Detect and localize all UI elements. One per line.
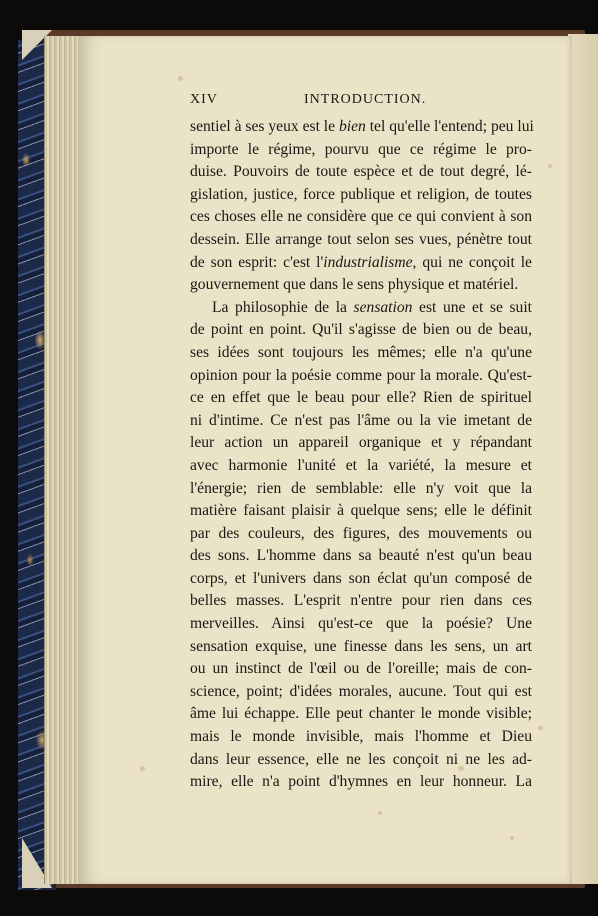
text-line [190,613,532,636]
text-run: dans leur essence, elle ne les conçoit ni ne les ad- [190,750,532,768]
text-line [190,432,532,455]
text-run: de point en point. Qu'il s'agisse de bien ou de beau, [190,321,532,339]
foxing-spot [378,811,382,815]
text-run: matière faisant plaisir à quelque sens; elle le définit [190,502,532,520]
text-run: gislation, justice, force publique et religion, de toutes [190,185,532,203]
text-run: âme lui échappe. Elle peut chanter le monde visible; [190,705,532,723]
foxing-spot [178,76,183,81]
text-run: l'énergie; rien de semblable: elle n'y voit que la [190,479,532,497]
text-run: mais le monde invisible, mais l'homme et Dieu [190,728,532,746]
text-line [190,229,532,252]
text-run: avec harmonie l'unité et la variété, la mesure et [190,456,532,474]
text-run: ses idées sont toujours les mêmes; elle n'a qu'une [190,343,532,361]
text-run: par des couleurs, des figures, des mouvements ou [190,524,532,542]
text-run: gouvernement que dans le sens physique et matériel. [190,276,519,294]
text-line [190,342,532,365]
running-header [190,92,530,112]
text-line [190,523,532,546]
text-line [190,274,532,297]
text-run: de son esprit: c'est l' [190,253,324,271]
text-line [190,365,532,388]
text-line [190,161,532,184]
text-run: opinion pour la poésie comme pour la morale. Qu'est- [190,366,532,384]
text-run: des sons. L'homme dans sa beauté n'est qu'un beau [190,547,532,565]
text-line [190,681,532,704]
text-line [190,319,532,342]
text-line [190,545,532,568]
text-line [190,749,532,772]
text-run: science, point; d'idées morales, aucune. Tout qui est [190,682,532,700]
foxing-spot [548,164,552,168]
italic-term: sensation [353,298,413,316]
text-line [190,206,532,229]
foxing-spot [140,766,145,771]
running-title: INTRODUCTION. [304,92,427,107]
text-run: merveilles. Ainsi qu'est-ce que la poésie? Une [190,615,532,633]
text-line [190,568,532,591]
text-line [190,771,532,794]
text-run: tel qu'elle l'entend; peu lui [365,118,534,135]
text-line [190,455,532,478]
text-run: ou un instinct de l'œil ou de l'oreille; mais de con- [190,660,532,678]
text-line [190,184,532,207]
text-line [190,387,532,410]
foxing-spot [538,726,543,730]
text-run: leur action un appareil organique et y répandant [190,434,532,452]
text-line [190,478,532,501]
italic-term: industrialisme [323,253,413,271]
text-line [190,410,532,433]
text-run: ces choses elle ne considère que ce qui convient à son [190,208,532,226]
text-line [190,726,532,749]
text-line [190,139,532,162]
text-line [190,297,532,320]
text-run: ce en effet que le beau pour elle? Rien de spirituel [190,389,532,407]
italic-term: bien [338,118,366,135]
text-run: corps, et l'univers dans son éclat qu'un composé de [190,569,532,587]
text-run: est une et se suit [412,298,532,316]
text-run: , qui ne conçoit le [412,253,532,271]
foxing-spot [510,836,514,840]
text-run: duise. Pouvoirs de toute espèce et de tout degré, lé- [190,163,532,181]
page-number: XIV [190,92,218,107]
text-line [190,590,532,613]
text-line [190,636,532,659]
text-run: ni d'intime. Ce n'est pas l'âme ou la vie imetant de [190,411,532,429]
text-line [190,500,532,523]
text-line [190,658,532,681]
text-line [190,703,532,726]
text-run: sensation exquise, une finesse dans les sens, un art [190,637,532,655]
text-line [190,252,532,275]
text-run: mire, elle n'a point d'hymnes en leur honneur. La [190,773,532,791]
text-run: dessein. Elle arrange tout selon ses vues, pénètre tout [190,230,532,248]
text-run: La philosophie de la [212,298,354,316]
body-text [190,116,532,794]
text-line [190,116,532,139]
text-run: sentiel à ses yeux est le [190,118,339,135]
facing-page-edge [568,34,598,884]
text-run: importe le régime, pourvu que ce régime le pro- [190,140,532,158]
text-run: belles masses. L'esprit n'entre pour rien dans ces [190,592,532,610]
